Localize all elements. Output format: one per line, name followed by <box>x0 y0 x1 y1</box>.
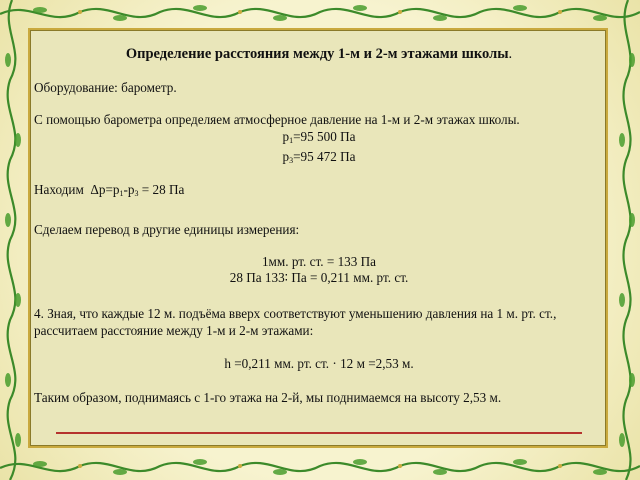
equipment-text: Оборудование: барометр. <box>34 80 177 95</box>
accent-rule <box>56 432 582 434</box>
step4-line2: рассчитаем расстояние между 1-м и 2-м этажами: <box>34 323 314 338</box>
mm-calculation: 28 Па 133∶ Па = 0,211 мм. рт. ст. <box>229 270 409 285</box>
conversion-text: Сделаем перевод в другие единицы измерения: <box>34 222 300 237</box>
page-title <box>34 46 604 62</box>
pressure-p3: $p_3=95$ 472 Па <box>282 149 356 165</box>
find-delta-text: Находим $\Delta p=p_1-p_3 = 28$ Па <box>34 182 185 198</box>
method-text: С помощью барометра определяем атмосферное давление на 1-м и 2-м этажах школы. <box>34 112 520 127</box>
title-text: Определение расстояния между 1-м и 2-м этажами школы <box>125 46 509 62</box>
conclusion-text: Таким образом, поднимаясь с 1-го этажа на 2-й, мы поднимаемся на высоту 2,53 м. <box>34 390 502 405</box>
height-formula: h =0,211 мм. рт. ст. · 12 м =2,53 м. <box>224 356 414 371</box>
title-dot: . <box>508 46 513 62</box>
pressure-p1: $p_1=95$ 500 Па <box>282 129 356 145</box>
mm-equivalence: 1мм. рт. ст. = 133 Па <box>261 254 377 269</box>
step4-line1: 4. Зная, что каждые 12 м. подъёма вверх соответствуют уменьшению давления на 1 м. рт. ст., <box>34 306 557 321</box>
